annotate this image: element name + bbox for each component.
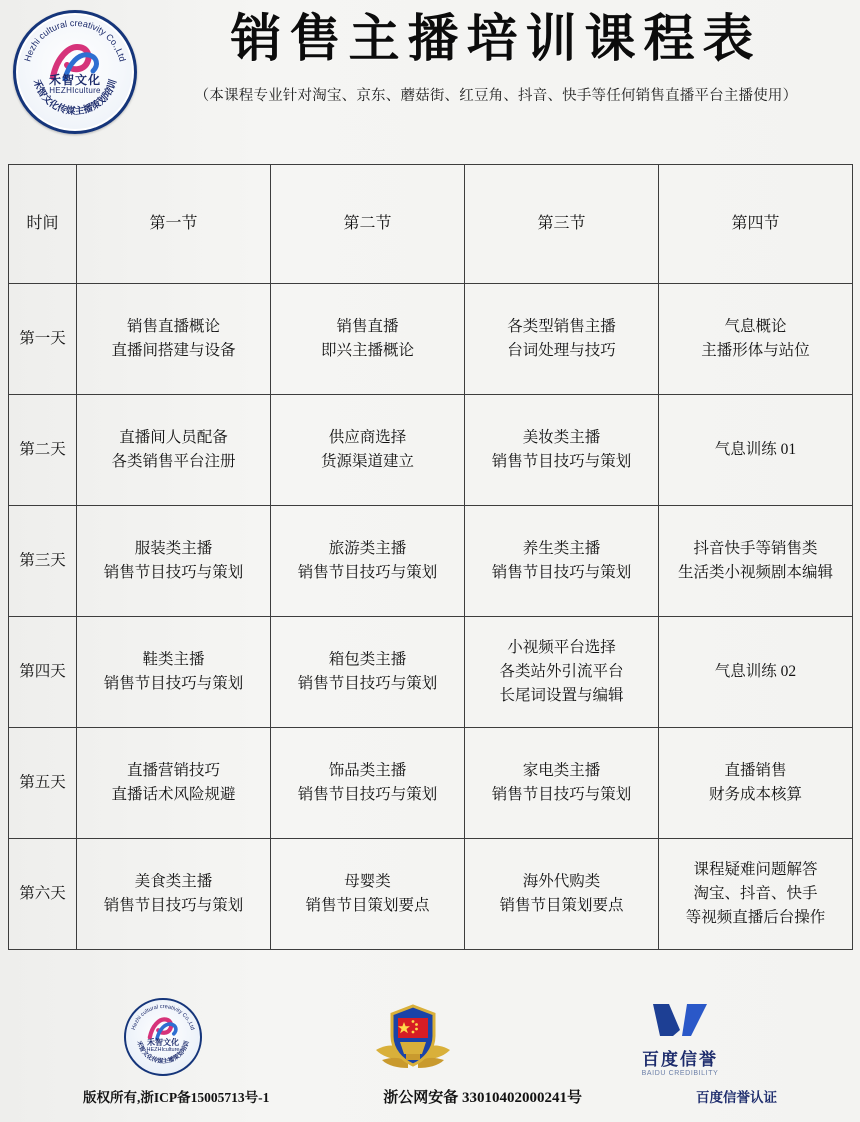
- cell-line: 气息概论: [724, 317, 787, 335]
- cell-line: 气息训练 01: [714, 440, 797, 458]
- svg-text:禾智文化传媒主播策划培训: 禾智文化传媒主播策划培训: [135, 1040, 191, 1066]
- page-subtitle: （本课程专业针对淘宝、京东、蘑菇街、红豆角、抖音、快手等任何销售直播平台主播使用）: [194, 87, 798, 104]
- cell-line: 即兴主播概论: [320, 342, 414, 359]
- row-time-label: 第四天: [9, 617, 77, 728]
- baidu-credibility-text: 百度信誉认证: [696, 1090, 778, 1105]
- cell-day5-period3: [465, 728, 659, 839]
- cell-day5-period2: [271, 728, 465, 839]
- police-record-text: 浙公网安备 33010402000241号: [383, 1089, 583, 1106]
- table-row: [9, 617, 853, 728]
- cell-line: 小视频平台选择: [507, 638, 616, 656]
- cell-day5-period4: [659, 728, 853, 839]
- cell-day3-period1: [77, 506, 271, 617]
- cell-line: 直播销售: [724, 761, 787, 779]
- cell-line: 销售直播: [336, 317, 399, 335]
- cell-line: 饰品类主播: [328, 761, 407, 779]
- footer-baidu-badge: [624, 1000, 736, 1076]
- cell-line: 旅游类主播: [328, 539, 407, 557]
- title-block: [150, 8, 860, 105]
- cell-line: 抖音快手等销售类: [693, 539, 818, 557]
- cell-line: 直播间搭建与设备: [111, 342, 236, 359]
- cell-line: 台词处理与技巧: [507, 342, 616, 359]
- cell-line: 淘宝、抖音、快手: [693, 884, 818, 902]
- row-time-label: 第三天: [9, 506, 77, 617]
- cell-day1-period4: [659, 284, 853, 395]
- cell-line: 销售节目技巧与策划: [297, 675, 438, 692]
- cell-line: 课程疑难问题解答: [693, 860, 818, 878]
- cell-day6-period2: [271, 839, 465, 950]
- table-row: [9, 839, 853, 950]
- cell-line: 服装类主播: [134, 539, 213, 557]
- cell-line: 各类销售平台注册: [111, 453, 236, 470]
- row-time-label: 第二天: [9, 395, 77, 506]
- cell-day1-period1: [77, 284, 271, 395]
- cell-line: 家电类主播: [522, 761, 601, 779]
- cell-line: 销售节目技巧与策划: [491, 564, 632, 581]
- svg-text:Hezhi cultural creativity Co.,: Hezhi cultural creativity Co.,Ltd: [22, 17, 128, 63]
- cell-day4-period4: [659, 617, 853, 728]
- cell-line: 销售节目技巧与策划: [103, 564, 244, 581]
- row-time-label: 第六天: [9, 839, 77, 950]
- baidu-v-icon: [624, 1002, 736, 1043]
- cell-line: 销售节目技巧与策划: [491, 453, 632, 470]
- seal-brand-en: HEZHIculture: [49, 86, 101, 95]
- cell-line: 销售节目技巧与策划: [491, 786, 632, 803]
- company-seal-logo: [13, 10, 137, 134]
- cell-line: 鞋类主播: [142, 650, 205, 668]
- cell-day1-period3: [465, 284, 659, 395]
- table-row: [9, 284, 853, 395]
- cell-line: 销售节目技巧与策划: [103, 897, 244, 914]
- table-row: [9, 395, 853, 506]
- cell-day2-period2: [271, 395, 465, 506]
- cell-line: 等视频直播后台操作: [685, 909, 826, 926]
- seal-brand-en: HEZHIculture: [146, 1047, 180, 1053]
- page-footer: [0, 984, 860, 1122]
- cell-day2-period3: [465, 395, 659, 506]
- cell-day4-period3: [465, 617, 659, 728]
- cell-line: 销售节目策划要点: [305, 897, 430, 914]
- cell-line: 长尾词设置与编辑: [499, 687, 624, 704]
- footer-text-row: [0, 1076, 860, 1116]
- cell-line: 销售直播概论: [126, 317, 220, 335]
- baidu-logo-cn: 百度信誉: [642, 1050, 718, 1069]
- page-header: [0, 0, 860, 130]
- cell-day3-period3: [465, 506, 659, 617]
- column-header-period-4: 第四节: [659, 165, 853, 284]
- cell-day6-period1: [77, 839, 271, 950]
- schedule-table-wrap: [8, 164, 852, 950]
- cell-day4-period2: [271, 617, 465, 728]
- cell-line: 海外代购类: [522, 872, 601, 890]
- column-header-period-1: 第一节: [77, 165, 271, 284]
- company-seal-mini: [124, 998, 202, 1076]
- cell-line: 销售节目技巧与策划: [103, 675, 244, 692]
- cell-line: 养生类主播: [522, 539, 601, 557]
- cell-line: 销售节目技巧与策划: [297, 564, 438, 581]
- seal-brand-cn: 禾智文化: [147, 1038, 179, 1047]
- cell-line: 货源渠道建立: [320, 453, 414, 470]
- cell-line: 各类站外引流平台: [499, 662, 624, 680]
- footer-badges: [0, 984, 860, 1076]
- cell-line: 财务成本核算: [708, 786, 802, 803]
- cell-day2-period4: [659, 395, 853, 506]
- cell-line: 箱包类主播: [328, 650, 407, 668]
- column-header-time: 时间: [9, 165, 77, 284]
- cell-day5-period1: [77, 728, 271, 839]
- cell-line: 美妆类主播: [522, 428, 601, 446]
- baidu-credibility-logo: [624, 1002, 736, 1076]
- cell-line: 直播营销技巧: [126, 761, 220, 779]
- cell-line: 销售节目策划要点: [499, 897, 624, 914]
- table-header-row: [9, 165, 853, 284]
- cell-line: 美食类主播: [134, 872, 213, 890]
- cell-day3-period2: [271, 506, 465, 617]
- police-emblem-icon: [370, 1002, 456, 1076]
- schedule-table: [8, 164, 853, 950]
- cell-day4-period1: [77, 617, 271, 728]
- cell-line: 各类型销售主播: [507, 317, 616, 335]
- column-header-period-3: 第三节: [465, 165, 659, 284]
- copyright-text: 版权所有,浙ICP备15005713号-1: [82, 1090, 270, 1105]
- column-header-period-2: 第二节: [271, 165, 465, 284]
- cell-line: 供应商选择: [328, 428, 407, 446]
- logo-area: [0, 8, 150, 134]
- cell-line: 母婴类: [344, 872, 391, 890]
- page-title: 销售主播培训课程表: [230, 12, 762, 68]
- cell-line: 直播话术风险规避: [111, 786, 236, 803]
- svg-text:禾智文化传媒主播策划培训: 禾智文化传媒主播策划培训: [30, 78, 120, 118]
- cell-day1-period2: [271, 284, 465, 395]
- cell-line: 生活类小视频剧本编辑: [677, 564, 833, 581]
- footer-police-badge: [370, 1002, 456, 1076]
- cell-line: 直播间人员配备: [119, 428, 228, 446]
- baidu-logo-en: BAIDU CREDIBILITY: [641, 1070, 719, 1077]
- seal-brand-cn: 禾智文化: [48, 73, 101, 87]
- row-time-label: 第五天: [9, 728, 77, 839]
- cell-day3-period4: [659, 506, 853, 617]
- cell-line: 主播形体与站位: [701, 342, 810, 359]
- cell-line: 销售节目技巧与策划: [297, 786, 438, 803]
- cell-day6-period3: [465, 839, 659, 950]
- table-row: [9, 728, 853, 839]
- cell-day6-period4: [659, 839, 853, 950]
- row-time-label: 第一天: [9, 284, 77, 395]
- cell-line: 气息训练 02: [714, 662, 797, 680]
- footer-company-seal: [124, 998, 202, 1076]
- table-row: [9, 506, 853, 617]
- svg-text:Hezhi cultural creativity Co.,: Hezhi cultural creativity Co.,Ltd: [130, 1003, 196, 1031]
- cell-day2-period1: [77, 395, 271, 506]
